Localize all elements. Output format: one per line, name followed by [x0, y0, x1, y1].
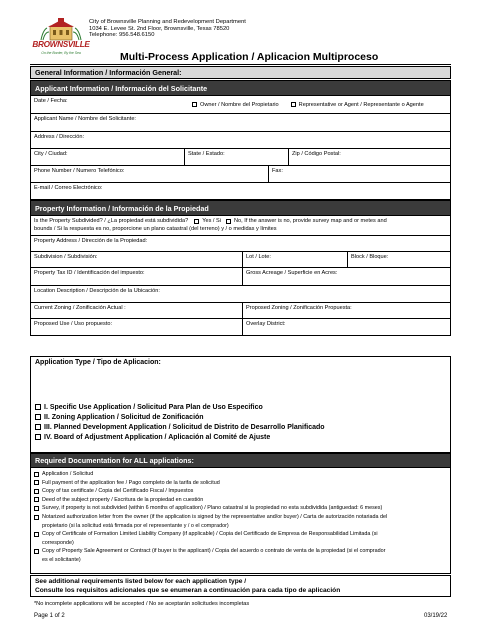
- checkbox-icon: [34, 480, 39, 485]
- required-doc-item[interactable]: [34, 487, 447, 496]
- required-doc-item[interactable]: [34, 470, 447, 479]
- checkbox-icon: [291, 102, 296, 107]
- doc-label: Notarized authorization letter from the owner (if the application is signed by the representative and/or buyer) / Carta de autorización notariada del: [42, 513, 388, 520]
- application-type-option-2[interactable]: [35, 412, 445, 422]
- option-label: I. Specific Use Application / Solicitud Para Plan de Uso Especifico: [44, 403, 263, 411]
- checkbox-icon: [34, 549, 39, 554]
- application-type-heading: Application Type / Tipo de Aplicacion:: [35, 359, 161, 366]
- checkbox-icon: [35, 414, 41, 420]
- date-row: [30, 96, 451, 114]
- title-divider: [30, 64, 451, 65]
- doc-label: Survey, if property is not subdivided (within 6 months of application) / Plano catastral si la propiedad no esta subdividida (antiguedad: 6 meses): [42, 505, 383, 512]
- applicant-info-heading: Applicant Information / Información del Solicitante: [30, 80, 451, 96]
- fax-label: Fax:: [272, 168, 283, 174]
- block-field[interactable]: [348, 252, 450, 267]
- checkbox-icon: [194, 219, 199, 224]
- checkbox-icon: [226, 219, 231, 224]
- subdivision-field[interactable]: [31, 252, 243, 267]
- phone-label: Phone Number / Numero Telefónico:: [34, 168, 125, 174]
- zip-field[interactable]: [289, 149, 450, 165]
- checkbox-icon: [34, 497, 39, 502]
- phone-field[interactable]: [31, 166, 269, 182]
- city-row: [30, 149, 451, 166]
- checkbox-icon: [192, 102, 197, 107]
- proposed-use-row: [30, 319, 451, 336]
- logo-tagline: On the Border, By the Sea: [41, 51, 81, 55]
- doc-label: Copy of Certificate of Formation Limited Liability Company (if applicable) / Copia del Certificado de Empresa de Responsabilidad Limitada (si: [42, 531, 378, 538]
- owner-checkbox[interactable]: [192, 98, 279, 111]
- no-label: No, If the answer is no, provide survey map and or metes and: [234, 218, 387, 224]
- proposed-zoning-field[interactable]: [243, 303, 450, 318]
- page-title: Multi-Process Application / Aplicacion Multiproceso: [120, 51, 379, 63]
- acreage-label: Gross Acreage / Superficie en Acres:: [246, 270, 338, 276]
- required-doc-item[interactable]: [34, 496, 447, 505]
- required-docs-box: [30, 468, 451, 574]
- subdivided-note: bounds / Si la respuesta es no, proporcione un plano catastral (del terreno) y / o medidas y límites: [34, 226, 277, 232]
- department-name: City of Brownsville Planning and Redevelopment Department: [89, 19, 246, 25]
- note-line-2: Consulte los requisitos adicionales que se enumeran a continuación para cada tipo de aplicación: [35, 587, 341, 594]
- tax-id-label: Property Tax ID / Identificación del impuesto:: [34, 270, 145, 276]
- checkbox-icon: [34, 506, 39, 511]
- page-number: Page 1 of 2: [34, 613, 65, 619]
- checkbox-icon: [34, 515, 39, 520]
- subdivided-question: Is the Property Subdivided? / ¿La propiedad está subdividida?: [34, 218, 189, 224]
- location-label: Location Description / Descripción de la Ubicación:: [34, 288, 160, 294]
- required-doc-item[interactable]: [34, 479, 447, 488]
- application-type-box: [30, 356, 451, 453]
- checkbox-icon: [35, 434, 41, 440]
- property-address-row[interactable]: [30, 236, 451, 252]
- required-doc-item[interactable]: [34, 530, 447, 547]
- city-label: City / Ciudad:: [34, 151, 68, 157]
- subdivided-no-checkbox[interactable]: [226, 217, 387, 225]
- revision-date: 03/19/22: [424, 613, 448, 619]
- subdivided-yes-checkbox[interactable]: [194, 217, 221, 225]
- tax-id-field[interactable]: [31, 268, 243, 285]
- overlay-label: Overlay District:: [246, 321, 286, 327]
- checkbox-icon: [34, 489, 39, 494]
- representative-option-label: Representative or Agent / Representante o Agente: [298, 101, 424, 108]
- state-field[interactable]: [185, 149, 289, 165]
- subdivision-label: Subdivision / Subdivisión:: [34, 254, 98, 260]
- required-docs-heading: Required Documentation for ALL applications:: [30, 453, 451, 468]
- current-zoning-field[interactable]: [31, 303, 243, 318]
- address-row[interactable]: [30, 132, 451, 149]
- doc-label-continued: corresponde): [42, 539, 74, 546]
- current-zoning-label: Current Zoning / Zonificación Actual :: [34, 305, 126, 311]
- application-type-option-4[interactable]: [35, 432, 445, 442]
- checkbox-icon: [35, 404, 41, 410]
- zip-label: Zip / Código Postal:: [292, 151, 341, 157]
- doc-label: Application / Solicitud: [42, 471, 94, 477]
- department-address: 1034 E. Levee St. 2nd Floor, Brownsville, Texas 78520: [89, 25, 230, 32]
- doc-label: Full payment of the application fee / Pago completo de la tarifa de solicitud: [42, 479, 220, 486]
- proposed-zoning-label: Proposed Zoning / Zonificación Propuesta:: [246, 305, 352, 311]
- subdivision-row: [30, 252, 451, 268]
- option-label: IV. Board of Adjustment Application / Aplicación al Comité de Ajuste: [44, 433, 271, 441]
- fax-field[interactable]: [269, 166, 450, 182]
- date-label: Date / Fecha:: [34, 98, 68, 104]
- application-type-option-1[interactable]: [35, 402, 445, 412]
- proposed-use-field[interactable]: [31, 319, 243, 335]
- checkbox-icon: [35, 424, 41, 430]
- lot-label: Lot / Lote:: [246, 254, 271, 260]
- additional-requirements-note: [30, 575, 451, 597]
- doc-label: Copy of Property Sale Agreement or Contract (if buyer is the applicant) / Copia del acuerdo o contrato de venta de la propiedad (si el comprador: [42, 548, 386, 555]
- option-label: II. Zoning Application / Solicitud de Zonificación: [44, 413, 204, 421]
- applicant-name-label: Applicant Name / Nombre del Solicitante:: [34, 116, 136, 122]
- location-row[interactable]: [30, 286, 451, 303]
- application-type-list: [35, 402, 445, 442]
- email-label: E-mail / Correo Electrónico:: [34, 185, 103, 191]
- owner-option-label: Owner / Nombre del Propietario: [200, 101, 279, 108]
- block-label: Block / Bloque:: [351, 254, 389, 260]
- state-label: State / Estado:: [188, 151, 225, 157]
- required-doc-item[interactable]: [34, 504, 447, 513]
- incomplete-disclaimer: *No incomplete applications will be accepted / No se aceptarán solicitudes incompletas: [34, 601, 250, 607]
- department-telephone: Telephone: 956.548.6150: [89, 32, 155, 39]
- checkbox-icon: [34, 472, 39, 477]
- checkbox-icon: [34, 532, 39, 537]
- application-type-option-3[interactable]: [35, 422, 445, 432]
- yes-label: Yes / Si: [202, 218, 222, 224]
- address-label: Address / Dirección:: [34, 134, 85, 140]
- overlay-district-field[interactable]: [243, 319, 450, 335]
- required-doc-item[interactable]: [34, 547, 447, 564]
- doc-label-continued: es el solicitante): [42, 556, 81, 563]
- required-doc-item[interactable]: [34, 513, 447, 530]
- zoning-row: [30, 303, 451, 319]
- date-field[interactable]: [31, 96, 189, 113]
- tax-id-row: [30, 268, 451, 286]
- note-line-1: See additional requirements listed below for each application type /: [35, 578, 247, 585]
- applicant-name-row[interactable]: [30, 114, 451, 132]
- proposed-use-label: Proposed Use / Uso propuesto:: [34, 321, 113, 327]
- email-row[interactable]: [30, 183, 451, 200]
- lot-field[interactable]: [243, 252, 348, 267]
- subdivided-row: [30, 216, 451, 236]
- option-label: III. Planned Development Application / Solicitud de Distrito de Desarrollo Planificado: [44, 423, 325, 431]
- property-address-label: Property Address / Dirección de la Propiedad:: [34, 238, 148, 244]
- representative-checkbox[interactable]: [291, 98, 424, 111]
- property-info-heading: Property Information / Información de la Propiedad: [30, 200, 451, 216]
- logo-wordmark: BROWNSVILLE: [32, 40, 90, 49]
- acreage-field[interactable]: [243, 268, 450, 285]
- general-info-heading: General Information / Información General:: [30, 66, 451, 79]
- doc-label: Deed of the subject property / Escritura de la propiedad en cuestión: [42, 496, 204, 503]
- doc-label: Copy of tax certificate / Copia del Certificado Fiscal / Impuestos: [42, 488, 194, 495]
- doc-label-continued: propietario (si la solicitud está firmada por el representante y / o el comprador): [42, 522, 229, 529]
- phone-row: [30, 166, 451, 183]
- city-field[interactable]: [31, 149, 185, 165]
